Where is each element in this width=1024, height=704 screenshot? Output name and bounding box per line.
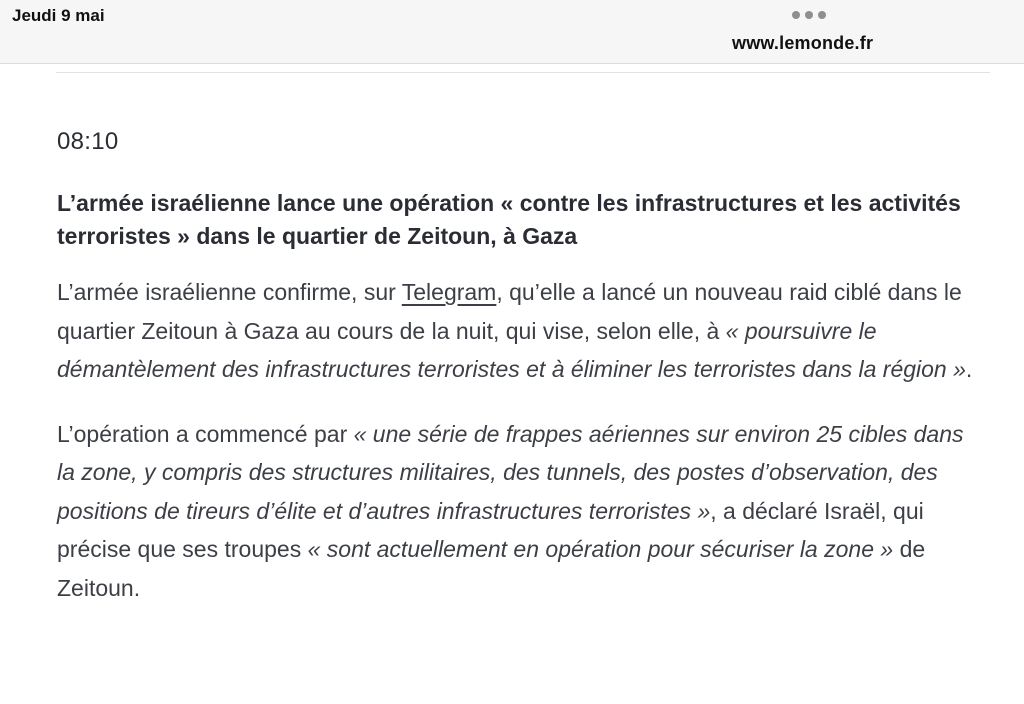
browser-status-bar xyxy=(0,0,1024,64)
telegram-link[interactable]: Telegram xyxy=(401,279,497,305)
dot xyxy=(818,11,826,19)
text: de Zeitoun. xyxy=(57,536,926,601)
post-time: 08:10 xyxy=(57,128,119,155)
quote: « poursuivre le démantèlement des infrastructures terroristes et à éliminer les terroristes dans la région » xyxy=(57,317,966,382)
status-date: Jeudi 9 mai xyxy=(12,6,105,25)
more-dots-icon[interactable] xyxy=(792,11,826,19)
text: L’armée israélienne confirme, sur xyxy=(57,279,402,305)
text: , a déclaré Israël, qui précise que ses troupes xyxy=(57,497,924,562)
post-headline: L’armée israélienne lance une opération « contre les infrastructures et les activités terroristes » dans le quartier de Zeitoun, à Gaza xyxy=(57,190,961,249)
address-bar-url[interactable]: www.lemonde.fr xyxy=(732,33,874,53)
text: L’opération a commencé par xyxy=(57,420,354,447)
text: . xyxy=(965,356,973,382)
live-post xyxy=(57,128,987,633)
paragraph-2 xyxy=(57,415,987,608)
quote: « une série de frappes aériennes sur environ 25 cibles dans la zone, y compris des structures militaires, des tunnels, des postes d’observation, des positions de tireurs d’élite et d’autres infrastructures terroristes » xyxy=(57,420,964,524)
dot xyxy=(792,11,800,19)
quote: « sont actuellement en opération pour sécuriser la zone » xyxy=(307,536,894,562)
dot xyxy=(805,11,813,19)
paragraph-1 xyxy=(57,273,987,389)
divider xyxy=(56,72,990,73)
text: , qu’elle a lancé un nouveau raid ciblé dans le quartier Zeitoun à Gaza au cours de la nuit, qui vise, selon elle, à xyxy=(57,279,962,344)
